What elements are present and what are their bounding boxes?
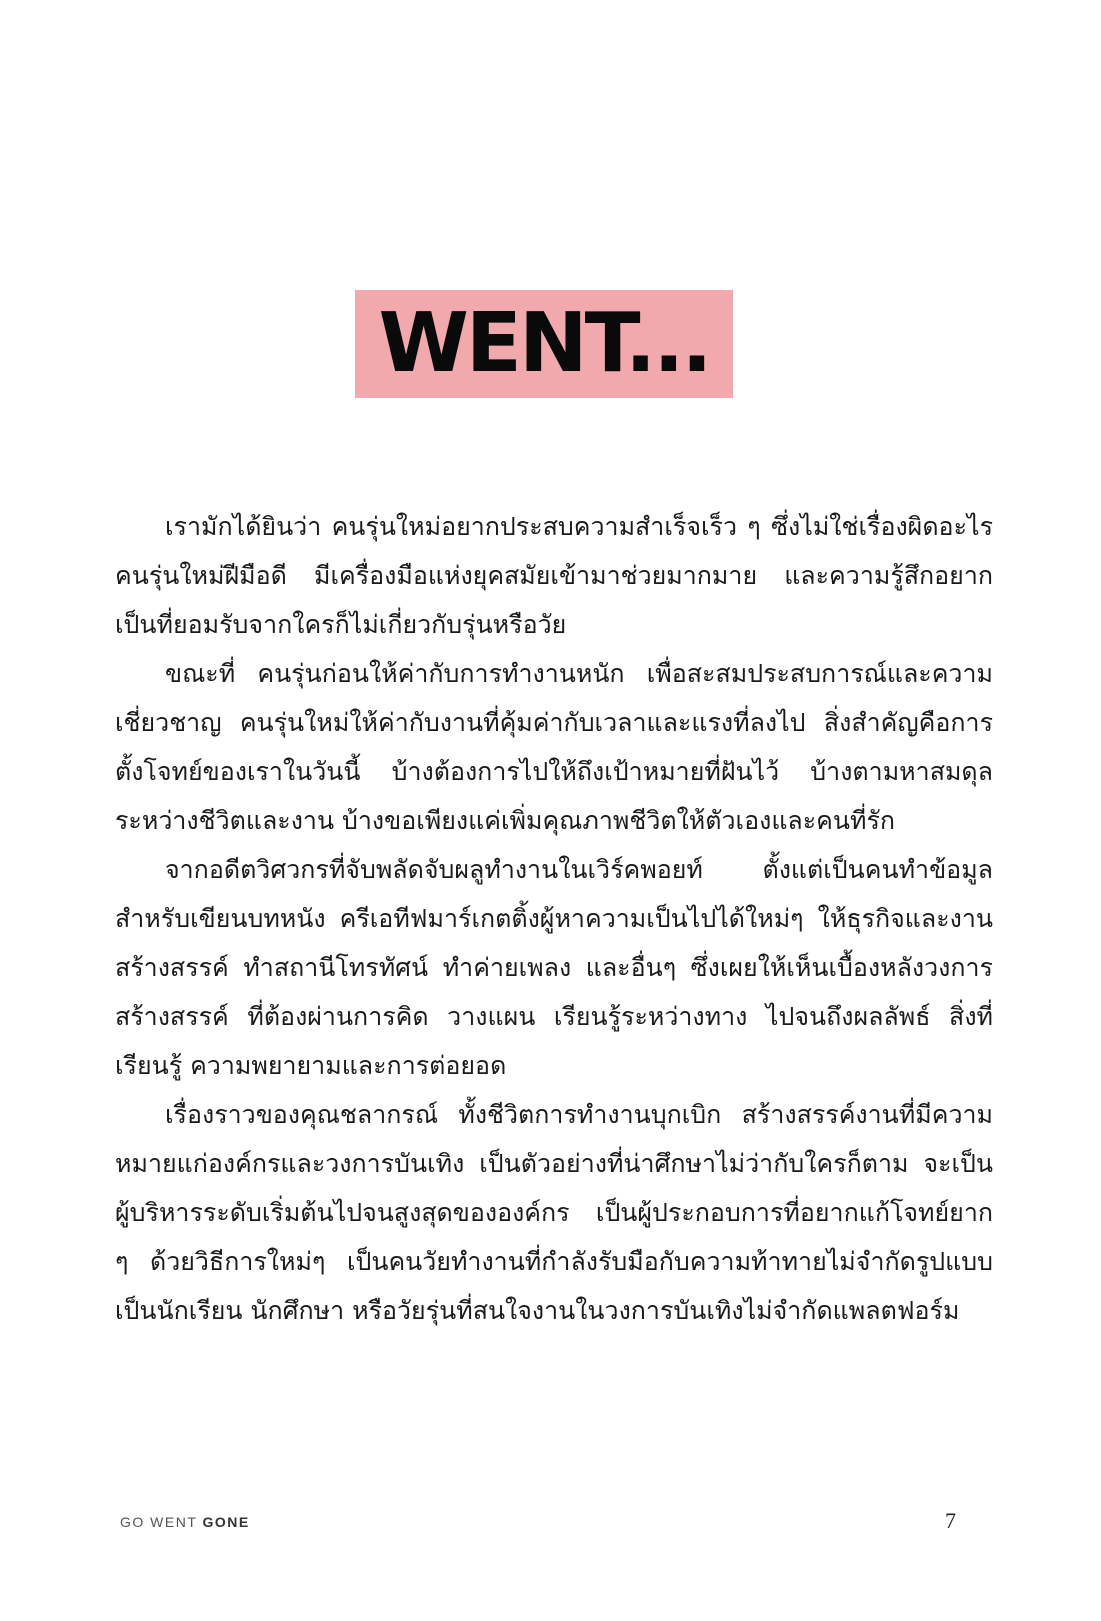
paragraph-1: เรามักได้ยินว่า คนรุ่นใหม่อยากประสบความสำเร็จเร็ว ๆ ซึ่งไม่ใช่เรื่องผิดอะไร คนรุ่นใหม่ฝีมือดี มีเครื่องมือแห่งยุคสมัยเข้ามาช่วยมากมาย และความรู้สึกอยากเป็นที่ยอมรับจากใครก็ไม่เกี่ยวกับรุ่นหรือวัย [115,512,993,639]
footer-title-bold: GONE [202,1514,250,1530]
paragraph-3: จากอดีตวิศวกรที่จับพลัดจับผลูทำงานในเวิร์คพอยท์ ตั้งแต่เป็นคนทำข้อมูลสำหรับเขียนบทหนัง ครีเอทีฟมาร์เกตติ้งผู้หาความเป็นไปได้ใหม่ๆ ให้ธุรกิจและงานสร้างสรรค์ ทำสถานีโทรทัศน์ ทำค่ายเพลง และอื่นๆ ซึ่งเผยให้เห็นเบื้องหลังวงการสร้างสรรค์ ที่ต้องผ่านการคิด วางแผน เรียนรู้ระหว่างทาง ไปจนถึงผลลัพธ์ สิ่งที่เรียนรู้ ความพยายามและการต่อยอด [115,855,993,1080]
paragraph-2: ขณะที่ คนรุ่นก่อนให้ค่ากับการทำงานหนัก เพื่อสะสมประสบการณ์และความเชี่ยวชาญ คนรุ่นใหม่ให้ค่ากับงานที่คุ้มค่ากับเวลาและแรงที่ลงไป สิ่งสำคัญคือการตั้งโจทย์ของเราในวันนี้ บ้างต้องการไปให้ถึงเป้าหมายที่ฝันไว้ บ้างตามหาสมดุลระหว่างชีวิตและงาน บ้างขอเพียงแค่เพิ่มคุณภาพชีวิตให้ตัวเองและคนที่รัก [115,659,993,835]
paragraph-4: เรื่องราวของคุณชลากรณ์ ทั้งชีวิตการทำงานบุกเบิก สร้างสรรค์งานที่มีความหมายแก่องค์กรและวงการบันเทิง เป็นตัวอย่างที่น่าศึกษาไม่ว่ากับใครก็ตาม จะเป็นผู้บริหารระดับเริ่มต้นไปจนสูงสุดขององค์กร เป็นผู้ประกอบการที่อยากแก้โจทย์ยาก ๆ ด้วยวิธีการใหม่ๆ เป็นคนวัยทำงานที่กำลังรับมือกับความท้าทายไม่จำกัดรูปแบบ เป็นนักเรียน นักศึกษา หรือวัยรุ่นที่สนใจงานในวงการบันเทิงไม่จำกัดแพลตฟอร์ม [115,1100,993,1325]
body-text [115,502,993,1335]
footer-book-title [120,1514,250,1530]
page-number: 7 [945,1508,956,1533]
heading-banner [355,290,733,398]
footer-title-regular: GO WENT [120,1514,203,1530]
page-title: WENT... [378,296,710,391]
